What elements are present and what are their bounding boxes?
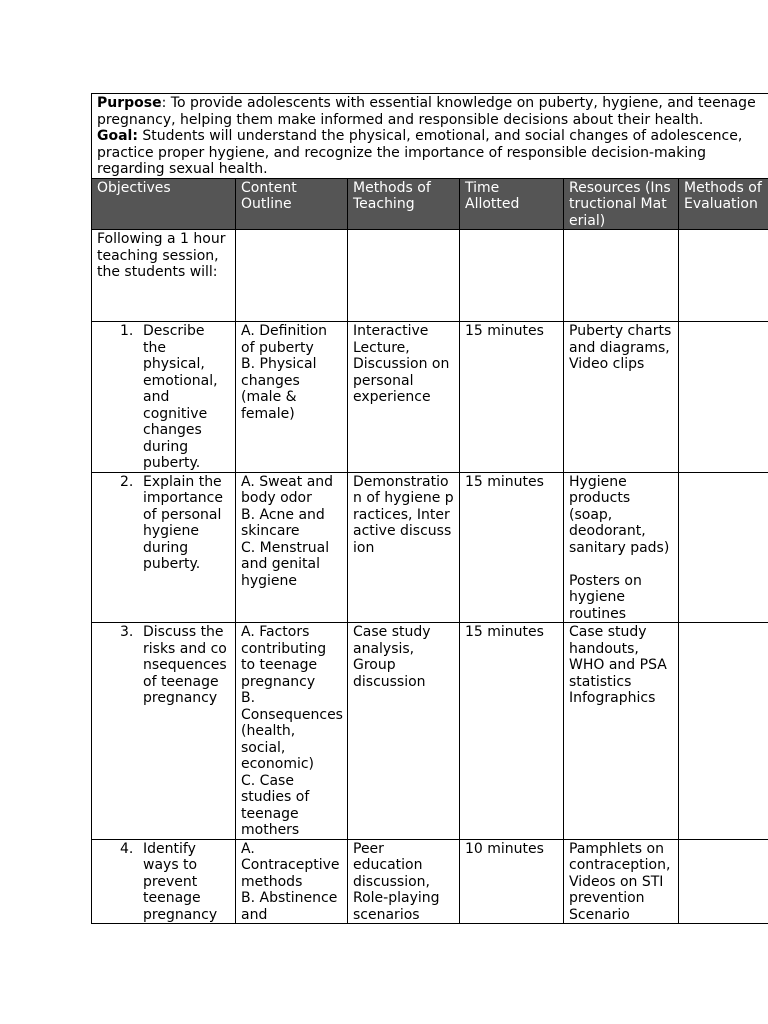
table-header-row [92, 178, 768, 230]
objective-cell [92, 623, 236, 840]
resources-cell: Case study handouts, WHO and PSA statistics Infographics [564, 623, 679, 840]
objective-text: Identify ways to prevent teenage pregnancy [143, 840, 218, 923]
table-cell [348, 230, 460, 322]
objective-number: 3. [120, 624, 134, 640]
table-row [92, 839, 768, 924]
content-outline-cell: A. Sweat and body odor B. Acne and skincare C. Menstrual and genital hygiene [236, 472, 348, 623]
evaluation-cell [679, 839, 768, 924]
purpose-text: : To provide adolescents with essential knowledge on puberty, hygiene, and teenage pregnancy, helping them make informed and responsible decisions about their health. [97, 95, 756, 128]
purpose-goal-row [92, 94, 768, 179]
objective-cell [92, 472, 236, 623]
table-cell [564, 230, 679, 322]
methods-cell: Interactive Lecture, Discussion on personal experience [348, 322, 460, 473]
header-time-allotted: Time Allotted [460, 178, 564, 230]
objective-number: 1. [120, 323, 134, 339]
content-outline-cell: A. Factors contributing to teenage pregnancy B. Consequences (health, social, economic) C. Case studies of teenage mothers [236, 623, 348, 840]
objective-text: Describe the physical, emotional, and cognitive changes during puberty. [143, 323, 218, 471]
objective-number: 4. [120, 840, 134, 857]
resources-cell: Puberty charts and diagrams, Video clips [564, 322, 679, 473]
content-outline-cell: A. Contraceptive methods B. Abstinence and [236, 839, 348, 924]
methods-cell: Demonstration of hygiene practices, Interactive discussion [348, 472, 460, 623]
table-cell [460, 230, 564, 322]
goal-text: Students will understand the physical, emotional, and social changes of adolescence, practice proper hygiene, and recognize the importance of responsible decision-making regarding sexual health. [97, 128, 743, 177]
lesson-plan-table [91, 93, 768, 924]
evaluation-cell [679, 472, 768, 623]
resources-cell: Pamphlets on contraception, Videos on STI prevention Scenario [564, 839, 679, 924]
header-objectives: Objectives [92, 178, 236, 230]
methods-cell: Peer education discussion, Role-playing scenarios [348, 839, 460, 924]
objective-text: Discuss the risks and consequences of teenage pregnancy [143, 624, 227, 706]
goal-label: Goal: [97, 128, 138, 144]
table-row [92, 472, 768, 623]
time-cell: 15 minutes [460, 322, 564, 473]
table-cell [679, 230, 768, 322]
objective-number: 2. [120, 473, 134, 490]
goal-statement [97, 128, 768, 178]
evaluation-cell [679, 623, 768, 840]
objective-cell [92, 322, 236, 473]
table-cell [236, 230, 348, 322]
objective-text: Explain the importance of personal hygiene during puberty. [143, 473, 223, 572]
evaluation-cell [679, 322, 768, 473]
time-cell: 15 minutes [460, 623, 564, 840]
time-cell: 15 minutes [460, 472, 564, 623]
header-content-outline: Content Outline [236, 178, 348, 230]
purpose-goal-cell [92, 94, 768, 179]
header-methods-of-evaluation: Methods of Evaluation [679, 178, 768, 230]
table-row [92, 623, 768, 840]
header-resources: Resources (Instructional Material) [564, 178, 679, 230]
intro-text: Following a 1 hour teaching session, the students will: [92, 230, 236, 322]
methods-cell: Case study analysis, Group discussion [348, 623, 460, 840]
objective-cell [92, 839, 236, 924]
header-methods-of-teaching: Methods of Teaching [348, 178, 460, 230]
resources-cell: Hygiene products (soap, deodorant, sanitary pads) Posters on hygiene routines [564, 472, 679, 623]
time-cell: 10 minutes [460, 839, 564, 924]
intro-row [92, 230, 768, 322]
lesson-plan-document [91, 93, 768, 924]
purpose-statement [97, 95, 768, 128]
table-row [92, 322, 768, 473]
purpose-label: Purpose [97, 95, 162, 111]
content-outline-cell: A. Definition of puberty B. Physical changes (male & female) [236, 322, 348, 473]
